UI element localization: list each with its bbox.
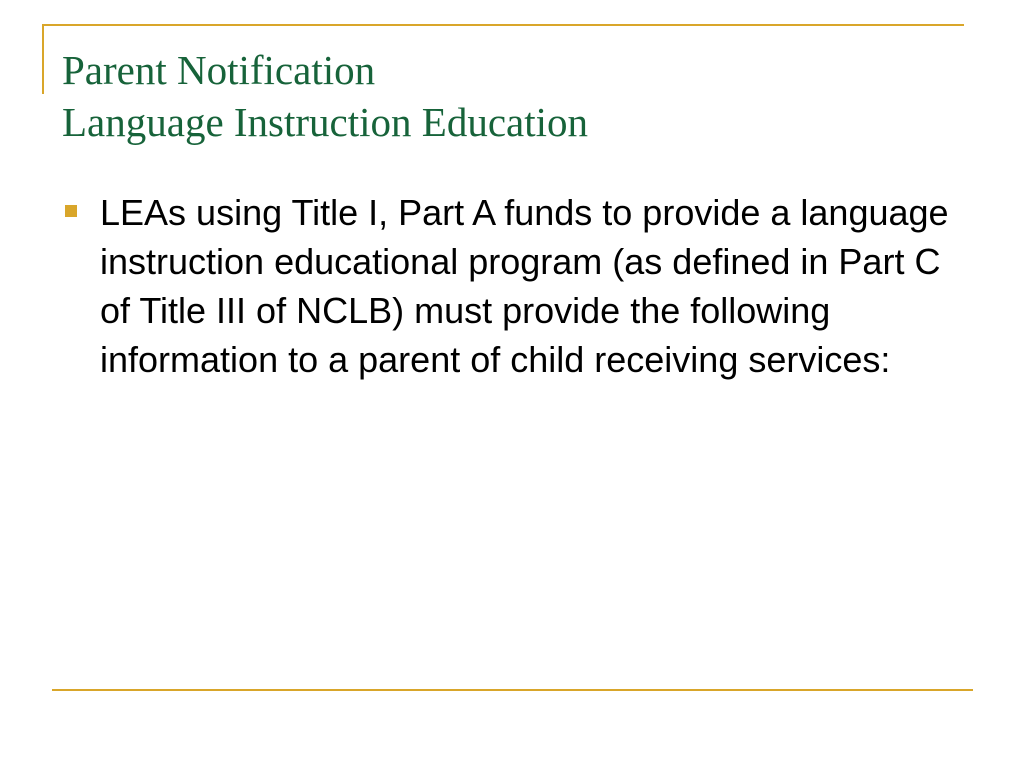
title-line-2: Language Instruction Education <box>62 99 588 145</box>
square-bullet-icon <box>65 205 77 217</box>
title-line-1: Parent Notification <box>62 47 376 93</box>
bullet-text: LEAs using Title I, Part A funds to provide a language instruction educational program (as defined in Part C of Title III of NCLB) must provide the following information to a parent of child receiving services: <box>100 192 949 380</box>
top-rule-divider <box>42 24 964 26</box>
bullet-list <box>62 188 962 384</box>
slide-title <box>62 44 962 148</box>
list-item <box>62 188 962 384</box>
left-rule-divider <box>42 24 44 94</box>
bottom-rule-divider <box>52 689 973 691</box>
